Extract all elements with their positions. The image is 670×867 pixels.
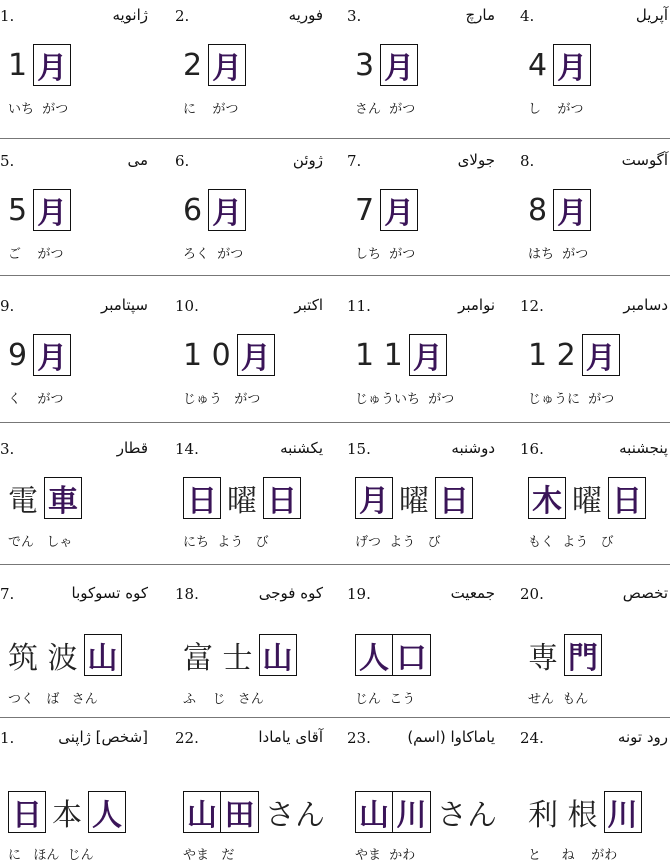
kanji-line <box>183 473 301 523</box>
kanji-line <box>528 630 602 680</box>
kanji-plain: 曜 <box>227 484 257 519</box>
kana-suffix: さん <box>437 798 497 833</box>
kanji-box-group <box>553 44 591 86</box>
kanji-line <box>355 787 497 837</box>
kanji-line <box>183 330 275 380</box>
kanji-box-group <box>435 477 473 519</box>
month-number: 5 <box>8 192 28 228</box>
kanji-line <box>355 40 418 90</box>
persian-meaning: آگوست <box>621 151 668 169</box>
kanji-box-group <box>183 791 259 833</box>
card-header <box>0 294 150 316</box>
kanji-box-group <box>409 334 447 376</box>
persian-meaning: جمعیت <box>450 584 495 602</box>
vocab-card <box>175 722 342 867</box>
kanji-box-group <box>88 791 126 833</box>
kanji-line <box>183 40 246 90</box>
furigana-reading: く がつ <box>8 392 64 407</box>
kanji-box-group <box>380 44 418 86</box>
furigana-reading: ご がつ <box>8 247 64 262</box>
furigana-reading: でん しゃ <box>8 535 73 550</box>
persian-meaning: یاماکاوا (اسم) <box>407 728 495 746</box>
item-number: 15. <box>347 440 371 458</box>
persian-meaning: سپتامبر <box>100 296 148 314</box>
month-number: 7 <box>355 192 375 228</box>
item-number: 3. <box>0 440 15 458</box>
card-header <box>520 726 670 748</box>
kanji-box: 月 <box>553 44 591 86</box>
kanji-line <box>8 787 126 837</box>
kanji-line <box>8 185 71 235</box>
item-number: 23. <box>347 729 371 747</box>
kanji-box-group <box>33 189 71 231</box>
card-header <box>520 4 670 26</box>
month-number: 1 0 <box>183 337 231 373</box>
card-header <box>175 149 325 171</box>
month-number: 3 <box>355 47 375 83</box>
kanji-box-group <box>355 791 431 833</box>
card-header <box>347 582 497 604</box>
persian-meaning: قطار <box>116 439 148 457</box>
kanji-box: 月 <box>409 334 447 376</box>
kanji-box-group <box>33 44 71 86</box>
persian-meaning: تخصص <box>622 584 668 602</box>
vocab-card <box>175 290 342 435</box>
kanji-box: 人 <box>88 791 126 833</box>
kana-suffix: さん <box>265 798 325 833</box>
persian-meaning: اکتبر <box>294 296 323 314</box>
card-header <box>175 294 325 316</box>
card-header <box>347 149 497 171</box>
item-number: 11. <box>347 297 371 315</box>
card-header <box>347 294 497 316</box>
item-number: 18. <box>175 585 199 603</box>
furigana-reading: やま かわ <box>355 848 416 863</box>
vocab-row <box>0 433 670 578</box>
vocab-card <box>175 433 342 578</box>
kanji-line <box>528 330 620 380</box>
item-number: 3. <box>347 7 362 25</box>
furigana-reading: じゅうに がつ <box>528 392 615 407</box>
kanji-line <box>528 787 642 837</box>
kanji-box: 車 <box>44 477 82 519</box>
item-number: 2. <box>175 7 190 25</box>
kanji-box-group <box>33 334 71 376</box>
kanji-box: 田 <box>221 791 259 833</box>
kanji-box-group <box>582 334 620 376</box>
vocab-card <box>0 722 167 867</box>
furigana-reading: ろく がつ <box>183 247 244 262</box>
month-number: 2 <box>183 47 203 83</box>
furigana-reading: げつ よう び <box>355 535 441 550</box>
vocab-card <box>0 578 167 723</box>
kanji-box-group <box>208 44 246 86</box>
item-number: 8. <box>520 152 535 170</box>
kanji-box: 山 <box>355 791 393 833</box>
persian-meaning: مارچ <box>465 6 495 24</box>
card-header <box>347 4 497 26</box>
kanji-line <box>8 40 71 90</box>
kanji-box-group <box>604 791 642 833</box>
kanji-box: 月 <box>208 189 246 231</box>
card-header <box>175 582 325 604</box>
kanji-line <box>355 473 473 523</box>
kanji-box-group <box>355 477 393 519</box>
kanji-box: 山 <box>84 634 122 676</box>
kanji-box: 山 <box>259 634 297 676</box>
item-number: 19. <box>347 585 371 603</box>
month-number: 4 <box>528 47 548 83</box>
persian-meaning: یکشنبه <box>280 439 323 457</box>
card-header <box>520 294 670 316</box>
kanji-box-group <box>608 477 646 519</box>
kanji-plain: 筑 波 <box>8 641 78 676</box>
persian-meaning: ژوئن <box>292 151 323 169</box>
persian-meaning: کوه فوجی <box>258 584 323 602</box>
kanji-box: 月 <box>33 334 71 376</box>
furigana-reading: いち がつ <box>8 102 69 117</box>
furigana-reading: し がつ <box>528 102 584 117</box>
furigana-reading: に がつ <box>183 102 239 117</box>
month-number: 1 1 <box>355 337 403 373</box>
card-header <box>520 582 670 604</box>
month-number: 1 2 <box>528 337 576 373</box>
kanji-box: 月 <box>380 44 418 86</box>
item-number: 12. <box>520 297 544 315</box>
furigana-reading: つく ば さん <box>8 692 98 707</box>
furigana-reading: しち がつ <box>355 247 416 262</box>
item-number: 7. <box>347 152 362 170</box>
kanji-box-group <box>84 634 122 676</box>
vocab-row <box>0 722 670 867</box>
kanji-box-group <box>44 477 82 519</box>
kanji-box-group <box>237 334 275 376</box>
persian-meaning: دسامبر <box>623 296 668 314</box>
vocab-card <box>347 578 514 723</box>
kanji-box-group <box>208 189 246 231</box>
persian-meaning: دوشنبه <box>451 439 495 457</box>
persian-meaning: [شخص] ژاپنی <box>58 728 148 746</box>
kanji-box-group <box>380 189 418 231</box>
vocab-card <box>347 722 514 867</box>
item-number: 7. <box>0 585 15 603</box>
kanji-line <box>355 630 431 680</box>
kanji-line <box>528 40 591 90</box>
item-number: 24. <box>520 729 544 747</box>
kanji-plain: 曜 <box>399 484 429 519</box>
kanji-box: 日 <box>8 791 46 833</box>
vocab-card <box>520 0 670 145</box>
kanji-box: 月 <box>237 334 275 376</box>
kanji-box: 月 <box>582 334 620 376</box>
month-number: 1 <box>8 47 28 83</box>
vocab-card <box>347 433 514 578</box>
kanji-box: 人 <box>355 634 393 676</box>
kanji-box-group <box>183 477 221 519</box>
vocab-card <box>520 722 670 867</box>
kanji-line <box>8 330 71 380</box>
vocab-card <box>520 433 670 578</box>
kanji-plain: 曜 <box>572 484 602 519</box>
card-header <box>175 726 325 748</box>
kanji-box: 日 <box>608 477 646 519</box>
kanji-box: 月 <box>208 44 246 86</box>
item-number: 1. <box>0 729 15 747</box>
card-header <box>0 726 150 748</box>
persian-meaning: نوامبر <box>458 296 495 314</box>
card-header <box>347 726 497 748</box>
card-header <box>0 4 150 26</box>
vocab-row <box>0 145 670 290</box>
item-number: 22. <box>175 729 199 747</box>
furigana-reading: せん もん <box>528 692 589 707</box>
kanji-plain: 本 <box>52 798 82 833</box>
furigana-reading: と ね がわ <box>528 848 618 863</box>
kanji-plain: 富 士 <box>183 641 253 676</box>
persian-meaning: رود تونه <box>617 728 668 746</box>
kanji-plain: 利 根 <box>528 798 598 833</box>
kanji-box-group <box>528 477 566 519</box>
furigana-reading: にち よう び <box>183 535 269 550</box>
item-number: 4. <box>520 7 535 25</box>
kanji-box-group <box>259 634 297 676</box>
month-number: 9 <box>8 337 28 373</box>
kanji-line <box>355 330 447 380</box>
kanji-box-group <box>553 189 591 231</box>
kanji-line <box>355 185 418 235</box>
kanji-box: 口 <box>393 634 431 676</box>
furigana-reading: ふ じ さん <box>183 692 264 707</box>
vocab-row <box>0 0 670 145</box>
kanji-line <box>528 473 646 523</box>
kanji-box: 日 <box>435 477 473 519</box>
kanji-line <box>8 473 82 523</box>
persian-meaning: جولای <box>457 151 495 169</box>
persian-meaning: آقای یامادا <box>258 728 323 746</box>
furigana-reading: はち がつ <box>528 247 589 262</box>
item-number: 9. <box>0 297 15 315</box>
persian-meaning: پنجشنبه <box>619 439 668 457</box>
card-header <box>175 437 325 459</box>
card-header <box>175 4 325 26</box>
card-header <box>520 149 670 171</box>
vocab-card <box>0 290 167 435</box>
vocab-card <box>0 0 167 145</box>
card-header <box>520 437 670 459</box>
item-number: 20. <box>520 585 544 603</box>
item-number: 1. <box>0 7 15 25</box>
persian-meaning: آپریل <box>635 6 668 24</box>
item-number: 16. <box>520 440 544 458</box>
vocab-card <box>520 578 670 723</box>
persian-meaning: می <box>127 151 148 169</box>
kanji-box: 日 <box>263 477 301 519</box>
kanji-line <box>528 185 591 235</box>
kanji-box: 月 <box>380 189 418 231</box>
card-header <box>347 437 497 459</box>
vocab-card <box>520 145 670 290</box>
persian-meaning: فوریه <box>288 6 323 24</box>
kanji-box: 月 <box>553 189 591 231</box>
vocab-card <box>175 145 342 290</box>
kanji-line <box>183 787 325 837</box>
kanji-box: 山 <box>183 791 221 833</box>
kanji-box: 川 <box>604 791 642 833</box>
kanji-box-group <box>355 634 431 676</box>
vocab-card <box>347 290 514 435</box>
furigana-reading: さん がつ <box>355 102 416 117</box>
vocab-card <box>0 433 167 578</box>
vocab-card <box>520 290 670 435</box>
item-number: 10. <box>175 297 199 315</box>
furigana-reading: もく よう び <box>528 535 614 550</box>
item-number: 6. <box>175 152 190 170</box>
vocab-card <box>175 578 342 723</box>
item-number: 5. <box>0 152 15 170</box>
kanji-box-group <box>8 791 46 833</box>
kanji-plain: 専 <box>528 641 558 676</box>
card-header <box>0 149 150 171</box>
vocab-row <box>0 290 670 435</box>
month-number: 6 <box>183 192 203 228</box>
vocab-card <box>175 0 342 145</box>
furigana-reading: じゅういち がつ <box>355 392 455 407</box>
kanji-box: 月 <box>355 477 393 519</box>
card-header <box>0 582 150 604</box>
furigana-reading: じゅう がつ <box>183 392 261 407</box>
kanji-box-group <box>564 634 602 676</box>
month-number: 8 <box>528 192 548 228</box>
furigana-reading: じん こう <box>355 692 416 707</box>
kanji-box-group <box>263 477 301 519</box>
kanji-box: 川 <box>393 791 431 833</box>
furigana-reading: に ほん じん <box>8 848 94 863</box>
item-number: 14. <box>175 440 199 458</box>
kanji-box: 月 <box>33 44 71 86</box>
kanji-plain: 電 <box>8 484 38 519</box>
kanji-box: 門 <box>564 634 602 676</box>
vocab-row <box>0 578 670 723</box>
vocab-card <box>347 145 514 290</box>
persian-meaning: کوه تسوکوبا <box>71 584 148 602</box>
kanji-line <box>183 630 297 680</box>
vocab-card <box>0 145 167 290</box>
vocab-card <box>347 0 514 145</box>
kanji-box: 木 <box>528 477 566 519</box>
kanji-box: 日 <box>183 477 221 519</box>
persian-meaning: ژانویه <box>112 6 148 24</box>
kanji-line <box>8 630 122 680</box>
kanji-box: 月 <box>33 189 71 231</box>
kanji-line <box>183 185 246 235</box>
card-header <box>0 437 150 459</box>
furigana-reading: やま だ <box>183 848 235 863</box>
